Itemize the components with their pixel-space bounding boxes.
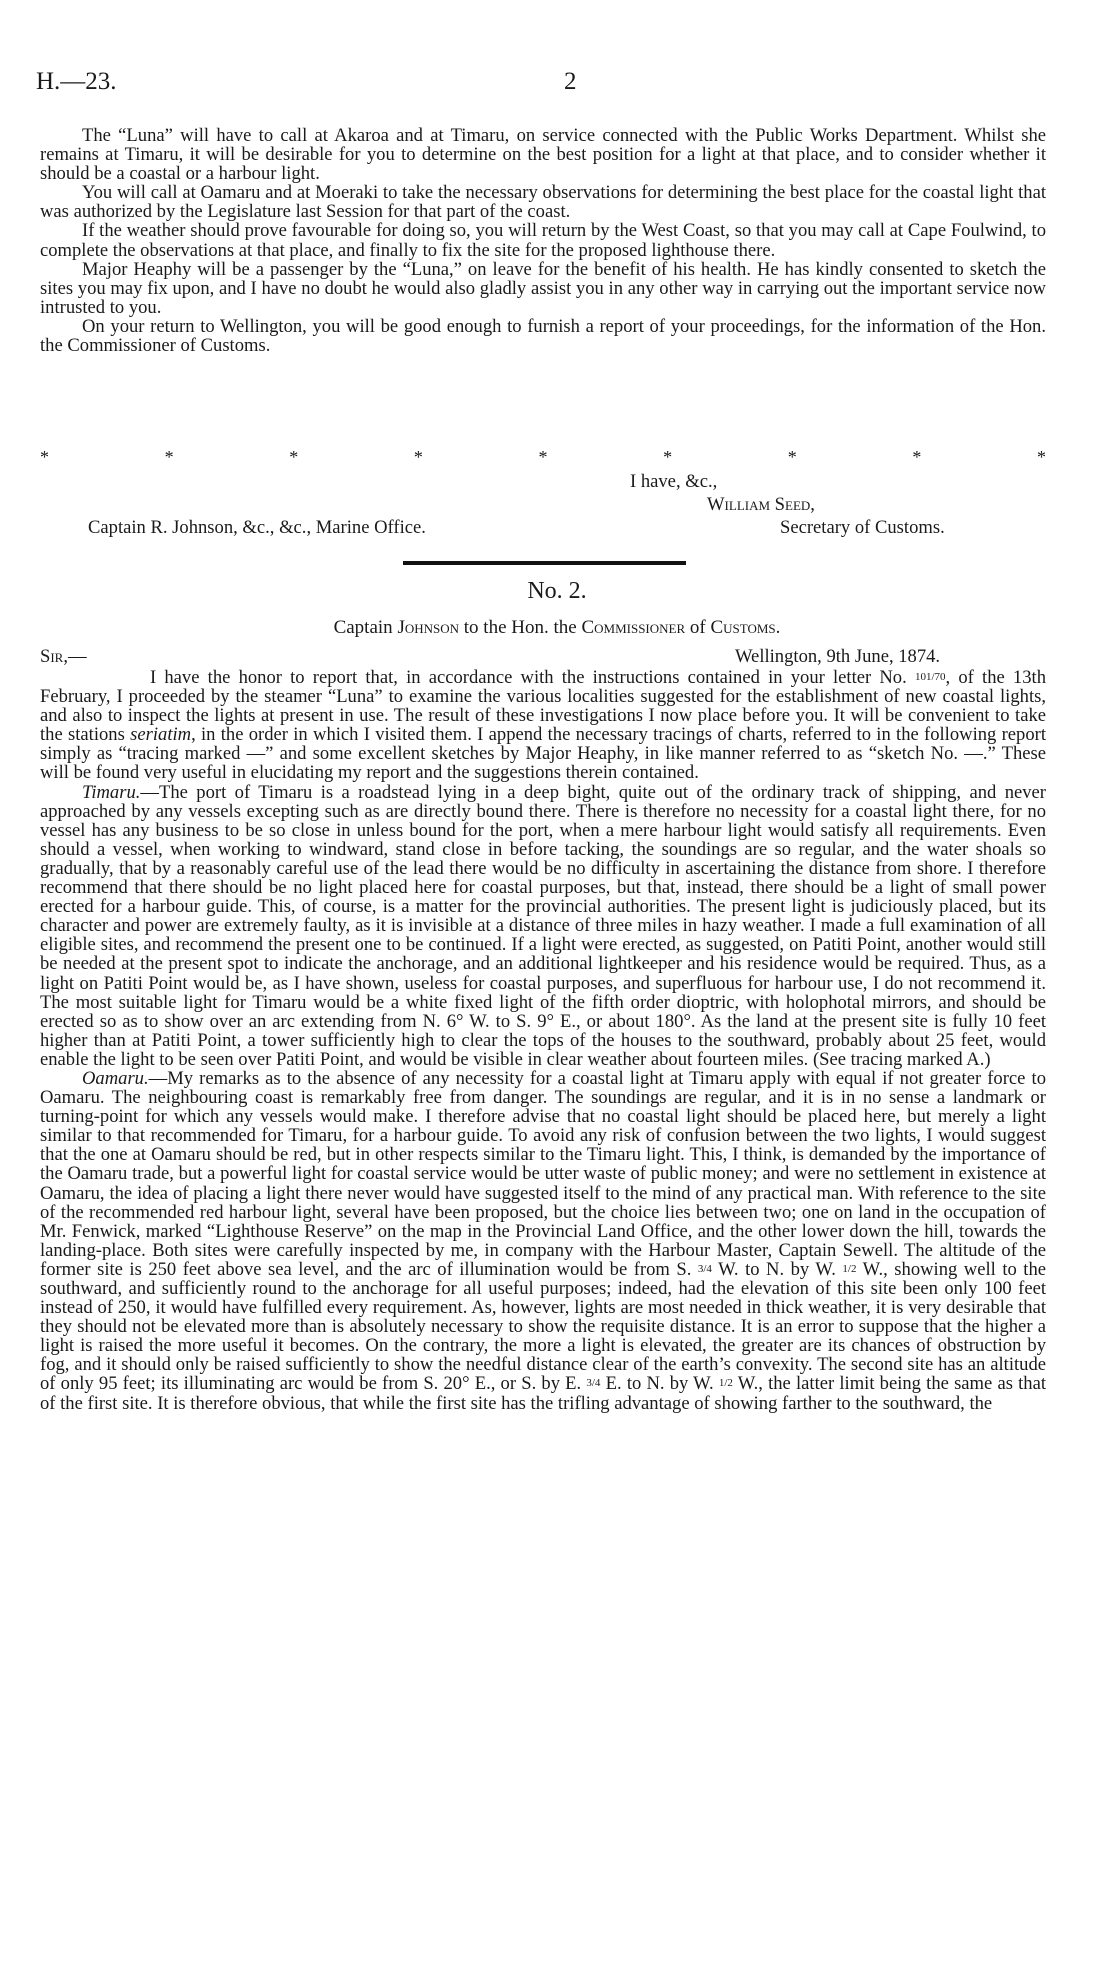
letter1-paragraph: If the weather should prove favourable for doing so, you will return by the West Coast, so that you may call at Cape Foulwind, to complete the observations at that place, and finally to fix the site for the proposed lighthouse there. [40,220,1046,261]
page-header [36,68,1078,100]
timaru-paragraph: Timaru.—The port of Timaru is a roadstead lying in a deep bight, quite out of the ordinary track of shipping, and never approached by any vessels excepting such as are directly bound there. There is therefore no necessity for a coastal light there, for no vessel has any business to be so close in unless bound for the port, when a mere harbour light would satisfy all requirements. Even should a vessel, when working to windward, stand close in before tacking, the soundings are so regular, and the water shoals so gradually, that by a reasonably careful use of the lead there would be no difficulty in ascertaining the distance from shore. I therefore recommend that there should be no light placed here for coastal purposes, but that, instead, there should be a light of small power erected for a harbour guide. This, of course, is a matter for the provincial authorities. The present light is judiciously placed, but its character and power are extremely faulty, as it is invisible at a distance of three miles in hazy weather. I made a full examination of all eligible sites, and recommend the present one to be continued. If a light were erected, as suggested, on Patiti Point, another would still be needed at the present spot to indicate the anchorage, and an additional lightkeeper and his residence would be required. Thus, as a light on Patiti Point would be, as I have shown, useless for coastal purposes, and superfluous for harbour use, I do not recommend it. The most suitable light for Timaru would be a white fixed light of the fifth order dioptric, with holophotal mirrors, and should be erected so as to show over an arc extending from N. 6° W. to S. 9° E., or about 180°. As the land at the present site is fully 10 feet higher than at Patiti Point, a tower sufficiently high to clear the tops of the houses to the southward, probably about 25 feet, would enable the light to be seen over Patiti Point, and would be visible in clear weather about fourteen miles. (See tracing marked A.) [40,781,1046,1070]
ellipsis-stars [40,447,1046,468]
section-divider [403,561,686,565]
letter1-paragraph: You will call at Oamaru and at Moeraki to take the necessary observations for determining the best place for the coastal light that was authorized by the Legislature last Session for that part of the coast. [40,182,1046,223]
star: * [164,447,174,467]
letter-number: No. 2. [527,578,587,604]
dateline: Wellington, 9th June, 1874. [735,646,941,667]
oamaru-paragraph: Oamaru.—My remarks as to the absence of any necessity for a coastal light at Timaru apply with equal if not greater force to Oamaru. The neighbouring coast is remarkably free from danger. The soundings are regular, and it is in no sense a landmark or turning-point for which any vessels would make. I therefore advise that no coastal light should be placed here, but merely a light similar to that recommended for Timaru, for a harbour guide. To avoid any risk of confusion between the two lights, I would suggest that the one at Oamaru should be red, but in other respects similar to the Timaru light. This, I think, is demanded by the importance of the Oamaru trade, but a powerful light for coastal service would be utter waste of public money; and were no settlement in existence at Oamaru, the idea of placing a light there never would have suggested itself to the mind of any practical man. With reference to the site of the recommended red harbour light, several have been proposed, but the choice lies between two; one on land in the occupation of Mr. Fenwick, marked “Lighthouse Reserve” on the map in the Provincial Land Office, and the other lower down the hill, towards the landing-place. Both sites were carefully inspected by me, in company with the Harbour Master, Captain Sewell. The altitude of the former site is 250 feet above sea level, and the arc of illumination would be from S. 3/4 W. to N. by W. 1/2 W., showing well to the southward, and sufficiently round to the anchorage for all useful purposes; indeed, had the elevation of this site been only 100 feet instead of 250, it would have fulfilled every requirement. As, however, lights are most needed in thick weather, it is very desirable that they should not be elevated more than is absolutely necessary to show the requisite distance. It is an error to suppose that the higher a light is raised the more useful it becomes. On the contrary, the more a light is elevated, the greater are its chances of obstruction by fog, and it should only be raised sufficiently to show the needful distance clear of the earth’s convexity. The second site has an altitude of only 95 feet; its illuminating arc would be from S. 20° E., or S. by E. 3/4 E. to N. by W. 1/2 W., the latter limit being the same as that of the first site. It is therefore obvious, that while the first site has the trifling advantage of showing farther to the southward, the [40,1067,1047,1414]
oamaru-heading: Oamaru. [82,1067,149,1089]
page-number: 2 [564,68,577,95]
intro-paragraph: I have the honor to report that, in accordance with the instructions contained in your letter No. 101/70, of the 13th February, I proceeded by the steamer “Luna” to examine the various localities suggested for the establishment of new coastal lights, and also to inspect the lights at present in use. The result of these investigations I now place before you. It will be convenient to take the stations seriatim, in the order in which I visited them. I append the necessary tracings of charts, referred to in the following report simply as “tracing marked —” and some excellent sketches by Major Heaphy, in like manner referred to as “sketch No. —.” These will be found very useful in elucidating my report and the suggestions therein contained. [40,667,1047,784]
timaru-heading: Timaru. [82,781,141,803]
letter1-paragraph: On your return to Wellington, you will be good enough to furnish a report of your proceedings, for the information of the Hon. the Commissioner of Customs. [40,315,1046,357]
letter-subtitle: Captain Johnson to the Hon. the Commissioner of Customs. [333,617,781,638]
letter1-paragraph: Major Heaphy will be a passenger by the “Luna,” on leave for the benefit of his health. He has kindly consented to sketch the sites you may fix upon, and I have no doubt he would also gladly assist you in any other way in carrying out the important service now intrusted to you. [40,258,1046,318]
document-reference: H.—23. [36,68,117,95]
star: * [289,447,299,467]
star: * [787,447,797,467]
closing: I have, &c., [630,471,718,492]
star: * [538,447,548,467]
letter2-body [40,668,1046,1413]
signatory-title: Secretary of Customs. [780,517,945,538]
letter1-paragraph: The “Luna” will have to call at Akaroa and at Timaru, on service connected with the Public Works Department. Whilst she remains at Timaru, it will be desirable for you to determine on the best position for a light at that place, and to consider whether it should be a coastal or a harbour light. [40,125,1046,185]
star: * [912,447,922,467]
letter1-body [40,126,1046,355]
star: * [413,447,423,467]
salutation: Sir,— [40,646,87,667]
star: * [663,447,673,467]
star: * [40,447,49,467]
addressee: Captain R. Johnson, &c., &c., Marine Office. [88,517,426,538]
star: * [1037,447,1046,467]
signatory: William Seed, [707,494,815,515]
letter-reference-fraction: 101/70 [914,671,946,683]
